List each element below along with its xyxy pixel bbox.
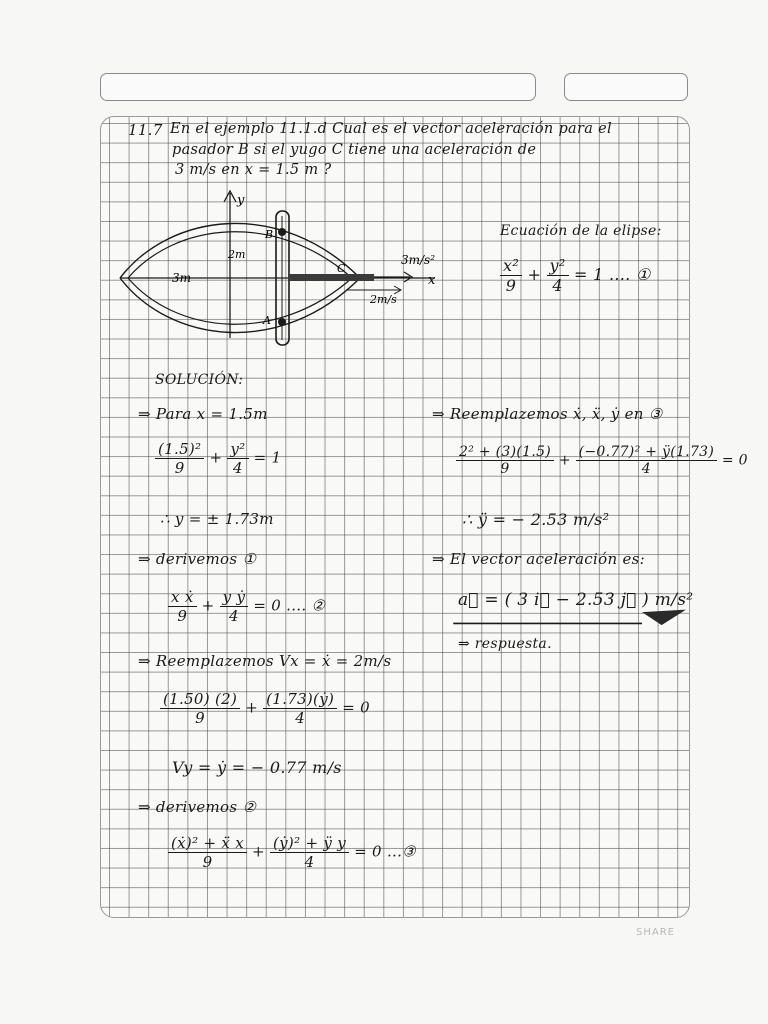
derivemos-2: ⇒ derivemos ② [138,798,257,816]
eq-substitution-1: $\frac{(1.50) (2)}{9}$ + $\frac{\text{(1.73)(ẏ)}}{4}$ = 0 [160,690,370,727]
reemplazemos-vx: ⇒ Reemplazemos Vx = ẋ = 2m/s [138,652,392,670]
ellipse-eq-title: Ecuación de la elipse: [500,223,662,239]
ellipse-equation: $\frac{\text{x²}}{9}$ + $\frac{\text{y²}}{4}$ = 1 .... ① [500,256,651,295]
watermark: SHARE [636,927,675,938]
pin-a [278,318,286,326]
problem-line-3: 3 m/s en x = 1.5 m ? [175,162,332,178]
solucion-heading: SOLUCIÓN: [155,372,244,388]
y-result: ∴ y = ± 1.73m [160,510,274,528]
vector-title: ⇒ El vector aceleración es: [432,550,645,568]
rod-c-label: C [337,262,346,275]
ydd-result: ∴ ÿ = − 2.53 m/s² [462,510,610,529]
derivemos-1: ⇒ derivemos ① [138,550,257,568]
problem-line-2: pasador B si el yugo C tiene una aceleración de [172,142,537,158]
y-axis-label: y [237,193,245,208]
vy-result: Vy = ẏ = − 0.77 m/s [172,758,342,777]
reemplazemos-right: ⇒ Reemplazemos ẋ, ẍ, ẏ en ③ [432,405,663,423]
vel-label: 2m/s [370,293,397,306]
x-axis-label: x [428,273,436,288]
problem-line-1: En el ejemplo 11.1.d Cual es el vector aceleración para el [170,121,612,137]
ellipse-diagram [110,178,450,353]
pin-b-label: B [265,228,274,241]
eq-derivative-2: $\frac{\text{(ẋ)² + ẍ x}}{9}$ + $\frac{\text{(ẏ)² + ÿ y}}{4}$ = 0 ...③ [168,834,416,871]
ellipse-frac-x: $\frac{\text{x²}}{9}$ [500,256,522,295]
dim-3m-label: 3m [172,271,192,285]
respuesta-label: ⇒ respuesta. [458,636,552,652]
pin-a-label: A [263,314,271,327]
date-field-box [564,73,688,101]
eq-ellipse-sub: $\frac{\text{(1.5)²}}{9}$ + $\frac{\text{y²}}{4}$ = 1 [155,440,281,477]
answer-vector: a⃗ = ( 3 i⃗ − 2.53 j⃗ ) m/s² [458,590,694,610]
answer-arrow-mark [642,610,686,625]
name-field-box [100,73,536,101]
dim-2m-label: 2m [228,248,246,261]
eq-derivative-1: $\frac{\text{x ẋ}}{9}$ + $\frac{\text{y ẏ}}{4}$ = 0 .... ② [168,588,325,625]
para-line: ⇒ Para x = 1.5m [138,405,268,423]
eq-substitution-2: $\frac{\text{2² + (3)(1.5)}}{9}$ + $\frac{\text{(−0.77)² + ÿ(1.73)}}{4}$ = 0 [456,444,748,477]
pin-b [278,228,286,236]
ellipse-frac-y: $\frac{\text{y²}}{4}$ [547,256,569,295]
accel-label: 3m/s² [401,253,436,267]
problem-number: 11.7 [128,121,163,139]
ellipse-lower-inner [128,278,352,324]
rod-c [288,274,374,281]
